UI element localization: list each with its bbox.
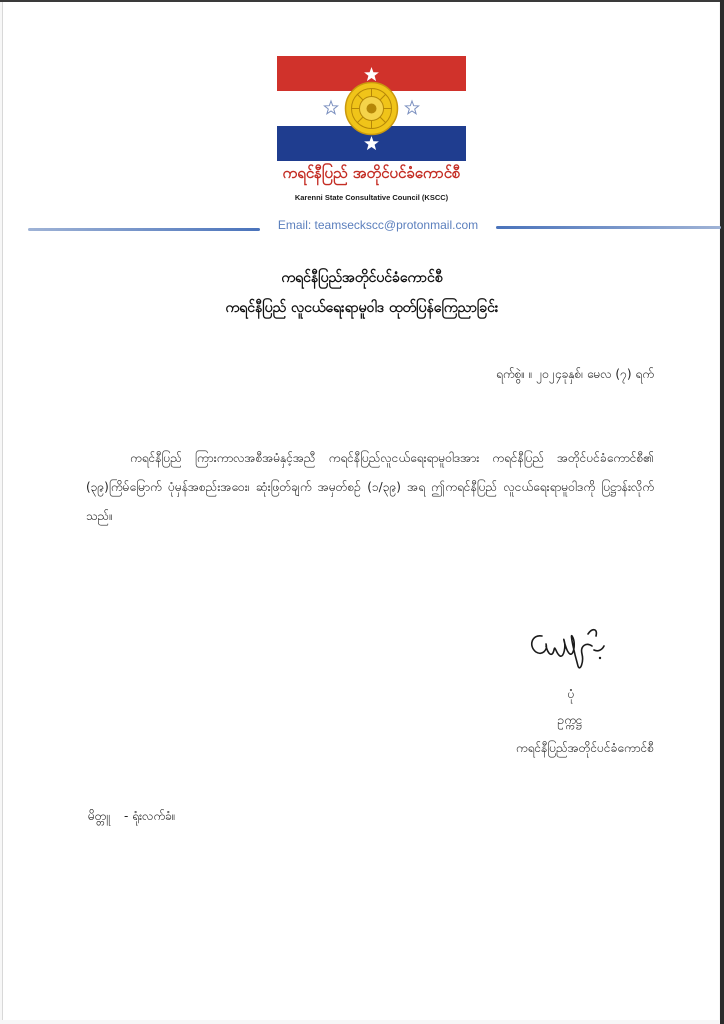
- page-top-border: [0, 0, 724, 2]
- star-bottom-icon: [364, 136, 379, 150]
- org-name-burmese: ကရင်နီပြည် အတိုင်ပင်ခံကောင်စီ: [282, 164, 461, 182]
- document-body-text: ကရင်နီပြည် ကြားကာလအစီအမံနှင့်အညီ ကရင်နီပြည်လူငယ်ရေးရာမူဝါဒအား ကရင်နီပြည် အတိုင်ပင်ခံကောင်စီ၏ (၃၉)ကြိမ်မြောက် ပုံမှန်အစည်းအဝေး၊ ဆုံးဖြတ်ချက် အမှတ်စဉ် (၁/၃၉) အရ ဤကရင်နီပြည် လူငယ်ရေးရာမူဝါဒကို ပြဋ္ဌာန်းလိုက်သည်။: [86, 451, 654, 523]
- copy-to-label: မိတ္တူ: [88, 809, 110, 823]
- email-divider-left: [28, 228, 260, 231]
- star-top-icon: [364, 67, 379, 81]
- flag-emblem-svg: [277, 56, 466, 161]
- document-title-subject: ကရင်နီပြည် လူငယ်ရေးရာမူဝါဒ ထုတ်ပြန်ကြေညာခြင်း: [225, 300, 499, 316]
- email-divider-right: [496, 226, 721, 229]
- kscc-flag-logo: [277, 56, 466, 161]
- page-right-border: [720, 0, 724, 1024]
- signatory-role: ဥက္ကဋ္ဌ: [557, 713, 583, 727]
- copy-to-line: [88, 808, 175, 826]
- golden-wheel-emblem-icon: [346, 83, 398, 135]
- signature-mark: ပုံ: [567, 687, 575, 701]
- star-left-icon: [324, 101, 337, 114]
- document-date: ရက်စွဲ။ ။ ၂၀၂၄ခုနှစ်၊ မေလ (၇) ရက်: [496, 367, 654, 381]
- document-title-org: ကရင်နီပြည်အတိုင်ပင်ခံကောင်စီ: [281, 270, 443, 286]
- copy-to-value: - ရုံးလက်ခံ။: [124, 809, 176, 823]
- org-name-english: Karenni State Consultative Council (KSCC): [294, 193, 449, 202]
- star-right-icon: [405, 101, 418, 114]
- contact-email: Email: teamseckscc@protonmail.com: [277, 218, 479, 232]
- signatory-organization: ကရင်နီပြည်အတိုင်ပင်ခံကောင်စီ: [515, 741, 654, 755]
- handwritten-signature: [522, 606, 614, 682]
- document-body: [86, 444, 654, 531]
